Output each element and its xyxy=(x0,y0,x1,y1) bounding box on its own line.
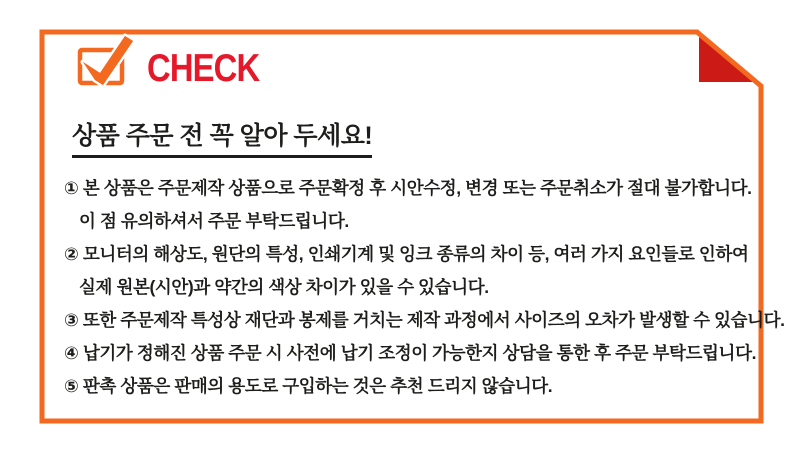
notice-line-4: ④ 납기가 정해진 상품 주문 시 사전에 납기 조정이 가능한지 상담을 통한 후 주문 부탁드립니다. xyxy=(64,343,757,363)
notice-line-1: ① 본 상품은 주문제작 상품으로 주문확정 후 시안수정, 변경 또는 주문취소가 절대 불가합니다. xyxy=(64,178,752,198)
notice-line-2-continuation: 실제 원본(시안)과 약간의 색상 차이가 있을 수 있습니다. xyxy=(79,277,489,297)
notice-heading: 상품 주문 전 꼭 알아 두세요! xyxy=(72,116,372,158)
notice-line-1-continuation: 이 점 유의하셔서 주문 부탁드립니다. xyxy=(79,211,349,231)
checkbox-checkmark-icon xyxy=(80,36,133,85)
notice-line-2: ② 모니터의 해상도, 원단의 특성, 인쇄기계 및 잉크 종류의 차이 등, 여러 가지 요인들로 인하여 xyxy=(64,244,749,264)
check-logo-text: CHECK xyxy=(147,47,260,90)
notice-line-5: ⑤ 판촉 상품은 판매의 용도로 구입하는 것은 추천 드리지 않습니다. xyxy=(64,376,553,396)
notice-line-3: ③ 또한 주문제작 특성상 재단과 봉제를 거치는 제작 과정에서 사이즈의 오차가 발생할 수 있습니다. xyxy=(64,310,785,330)
notice-list xyxy=(64,172,785,403)
